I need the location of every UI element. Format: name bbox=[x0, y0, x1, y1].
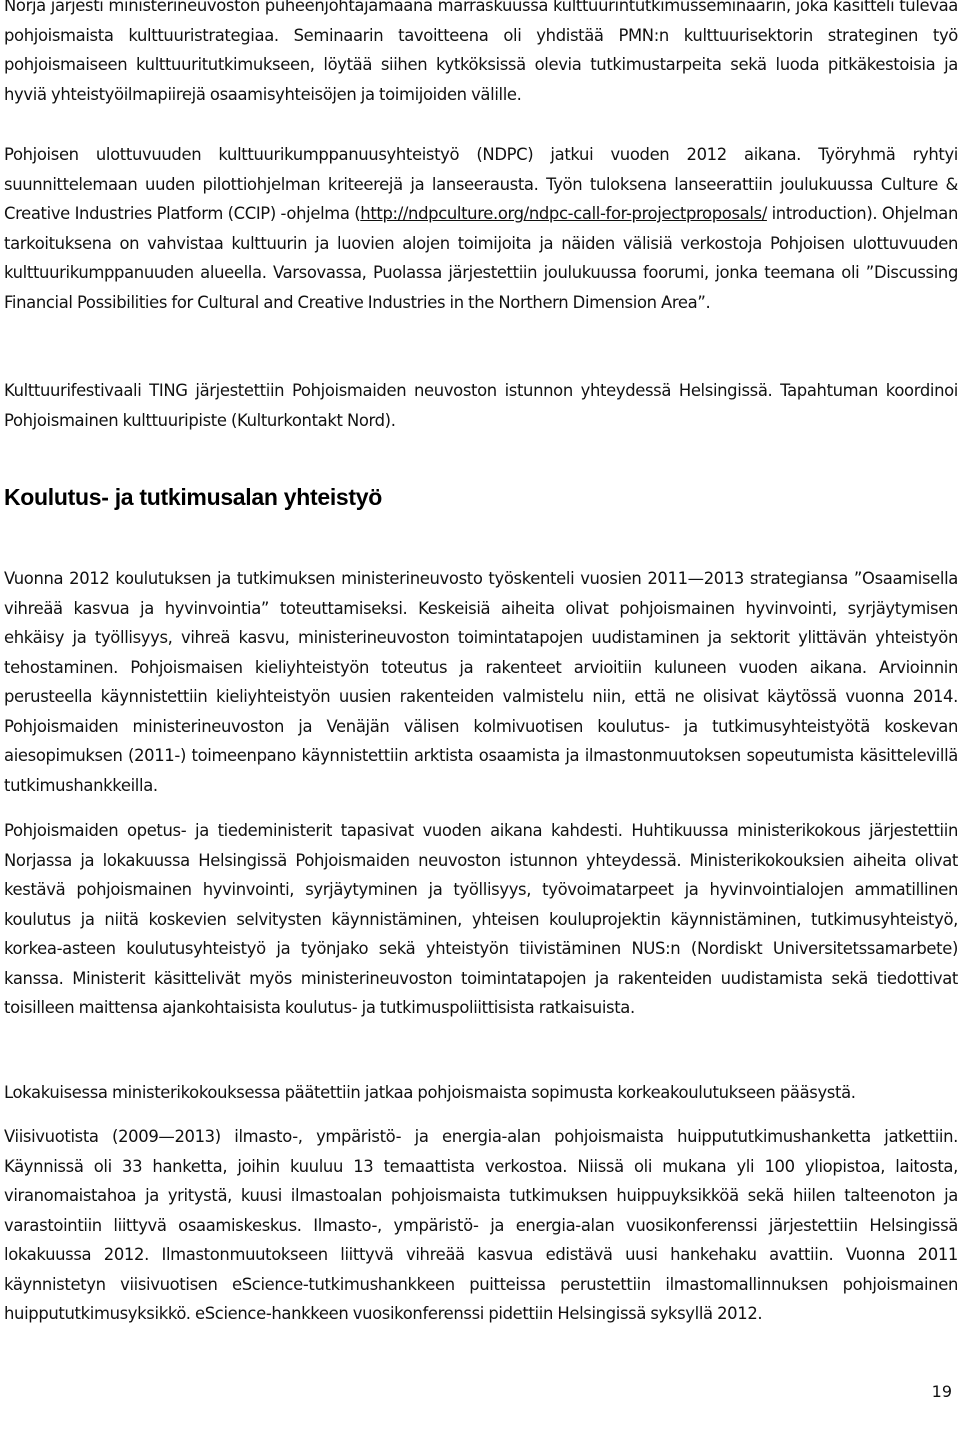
paragraph-ministers-meetings: Pohjoismaiden opetus- ja tiedeministerit tapasivat vuoden aikana kahdesti. Huhtikuussa ministerikokous järjestettiin Norjassa ja lokakuussa Helsingissä Pohjoismaiden neuvoston istunnon yhteydessä. Ministerikokouksien aiheita olivat kestävä pohjoismainen hyvinvointi, syrjäytyminen ja työllisyys, työvoimatarpeet ja hyvinvointialojen ammatillinen koulutus ja niitä koskevien selvitysten käynnistäminen, yhteisen kouluprojektin käynnistäminen, tutkimusyhteistyö, korkea-asteen koulutusyhteistyö ja työnjako sekä yhteistyön tiivistäminen NUS:n (Nordiskt Universitetssamarbete) kanssa. Ministerit käsittelivät myös ministerineuvoston toimintatapojen ja rakenteiden uudistamista sekä tiedottivat toisilleen maittensa ajankohtaisista koulutus- ja tutkimuspoliittisista ratkaisuista. bbox=[4, 821, 958, 1017]
ndpc-call-link[interactable]: http://ndpculture.org/ndpc-call-for-projectproposals/ bbox=[360, 204, 767, 223]
paragraph-higher-education-agreement: Lokakuisessa ministerikokouksessa päätettiin jatkaa pohjoismaista sopimusta korkeakoulutukseen pääsystä. bbox=[4, 1083, 856, 1102]
section-heading: Koulutus- ja tutkimusalan yhteistyö bbox=[4, 484, 382, 510]
paragraph-ndpc-partnership bbox=[4, 140, 958, 317]
paragraph-text: introduction). Ohjelman tarkoituksena on vahvistaa kulttuurin ja luovien alojen toimijoita ja näiden välisiä verkostoja Pohjoisen ulottuvuuden kulttuurikumppanuuden alueella. Varsovassa, Puolassa järjestettiin joulukuussa foorumi, jonka teemana oli ”Discussing Financial Possibilities for Cultural and Creative Industries in the Northern Dimension Area”. bbox=[4, 204, 958, 312]
paragraph-education-strategy: Vuonna 2012 koulutuksen ja tutkimuksen ministerineuvosto työskenteli vuosien 2011—2013 strategiansa ”Osaamisella vihreää kasvua ja hyvinvointia” toteuttamiseksi. Keskeisiä aiheita olivat pohjoismainen hyvinvointi, syrjäytymisen ehkäisy ja työllisyys, vihreä kasvu, ministerineuvoston toimintatapojen uudistaminen ja sektorit ylittävän yhteistyön tehostaminen. Pohjoismaisen kieliyhteistyön toteutus ja rakenteet arvioitiin kuluneen vuoden aikana. Arvioinnin perusteella käynnistettiin kieliyhteistyön uusien rakenteiden valmistelu niin, että ne olisivat käytössä vuonna 2014. Pohjoismaiden ministerineuvoston ja Venäjän välisen kolmivuotisen koulutus- ja tutkimusyhteistyötä koskevan aiesopimuksen (2011-) toimeenpano käynnistettiin arktista osaamista ja ilmastonmuutoksen sopeutumista käsittelevillä tutkimushankkeilla. bbox=[4, 569, 958, 795]
paragraph-climate-research: Viisivuotista (2009—2013) ilmasto-, ympäristö- ja energia-alan pohjoismaista huippututkimushanketta jatkettiin. Käynnissä oli 33 hanketta, joihin kuuluu 13 temaattista verkostoa. Niissä oli mukana yli 100 yliopistoa, laitosta, viranomaistahoa ja yritystä, kuusi ilmastoalan pohjoismaista tutkimuksen huippuyksikköä sekä hiilen talteenoton ja varastointiin liittyvä osaamiskeskus. Ilmasto-, ympäristö- ja energia-alan vuosikonferenssi järjestettiin Helsingissä lokakuussa 2012. Ilmastonmuutokseen liittyvä vihreää kasvua edistävä uusi hankehaku avattiin. Vuonna 2011 käynnistetyn viisivuotisen eScience-tutkimushankkeen puitteissa perustettiin ilmastomallinnuksen pohjoismainen huippututkimusyksikkö. eScience-hankkeen vuosikonferenssi pidettiin Helsingissä syksyllä 2012. bbox=[4, 1127, 958, 1323]
paragraph-text: Pohjoisen ulottuvuuden kulttuurikumppanuusyhteistyö (NDPC) jatkui vuoden 2012 aikana. Työryhmä ryhtyi suunnittelemaan uuden pilottiohjelman kriteerejä ja lanseerausta. Työn tuloksena lanseerattiin joulukuussa Culture & Creative Industries Platform (CCIP) -ohjelma ( bbox=[4, 145, 958, 223]
paragraph-culture-research-seminar: Norja järjesti ministerineuvoston puheenjohtajamaana marraskuussa kulttuurintutkimusseminaarin, joka käsitteli tulevaa pohjoismaista kulttuuristrategiaa. Seminaarin tavoitteena oli yhdistää PMN:n kulttuurisektorin strateginen työ pohjoismaiseen kulttuuritutkimukseen, löytää siihen kytköksissä olevia tutkimustarpeita sekä luoda pitkäkestoisia ja hyviä yhteistyöilmapiirejä osaamisyhteisöjen ja toimijoiden välille. bbox=[4, 0, 958, 104]
page-number: 19 bbox=[931, 1382, 952, 1401]
paragraph-ting-festival: Kulttuurifestivaali TING järjestettiin Pohjoismaiden neuvoston istunnon yhteydessä Helsingissä. Tapahtuman koordinoi Pohjoismainen kulttuuripiste (Kulturkontakt Nord). bbox=[4, 381, 958, 430]
